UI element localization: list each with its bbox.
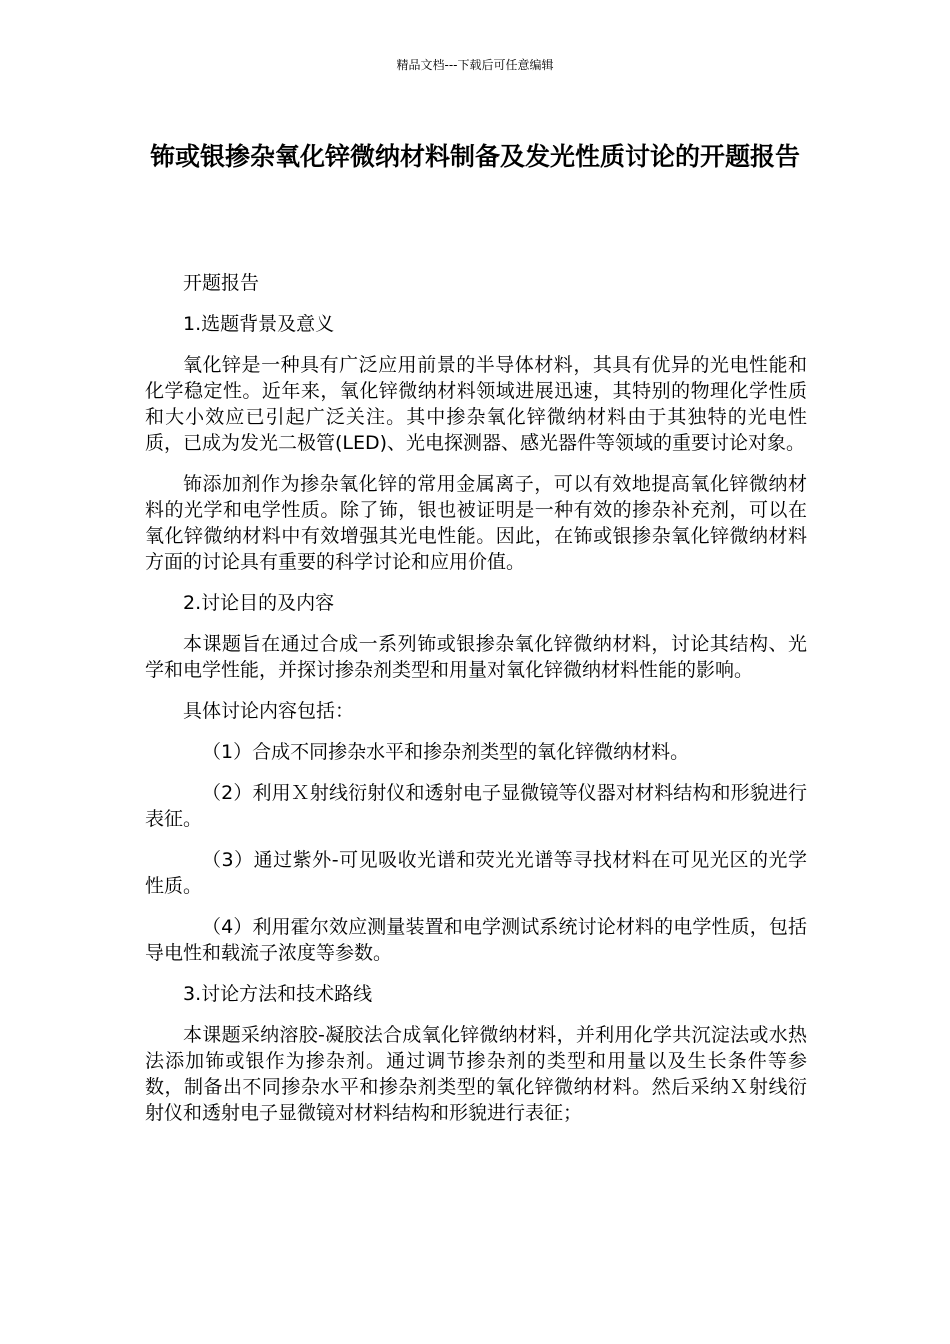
paragraph-purpose: 本课题旨在通过合成一系列钸或银掺杂氧化锌微纳材料，讨论其结构、光学和电学性能，并探讨掺杂剂类型和用量对氧化锌微纳材料性能的影响。 [145, 633, 807, 681]
section-heading-opening: 开题报告 [183, 272, 260, 294]
paragraph-background-1: 氧化锌是一种具有广泛应用前景的半导体材料，其具有优异的光电性能和化学稳定性。近年来，氧化锌微纳材料领域进展迅速，其特别的物理化学性质和大小效应已引起广泛关注。其中掺杂氧化锌微纳材料由于其独特的光电性质，已成为发光二极管(LED)、光电探测器、感光器件等领域的重要讨论对象。 [145, 354, 807, 454]
section-heading-purpose: 2.讨论目的及内容 [183, 592, 335, 614]
content-list-item-2: （2）利用Ｘ射线衍射仪和透射电子显微镜等仪器对材料结构和形貌进行表征。 [145, 782, 807, 830]
paragraph-background-2: 钸添加剂作为掺杂氧化锌的常用金属离子，可以有效地提高氧化锌微纳材料的光学和电学性质。除了钸，银也被证明是一种有效的掺杂补充剂，可以在氧化锌微纳材料中有效增强其光电性能。因此，在钸或银掺杂氧化锌微纳材料方面的讨论具有重要的科学讨论和应用价值。 [145, 473, 807, 573]
header-note: 精品文档---下载后可任意编辑 [396, 58, 554, 72]
paragraph-methods: 本课题采纳溶胶-凝胶法合成氧化锌微纳材料，并利用化学共沉淀法或水热法添加钸或银作为掺杂剂。通过调节掺杂剂的类型和用量以及生长条件等参数，制备出不同掺杂水平和掺杂剂类型的氧化锌微纳材料。然后采纳Ｘ射线衍射仪和透射电子显微镜对材料结构和形貌进行表征； [145, 1024, 807, 1124]
content-list-item-1: （1）合成不同掺杂水平和掺杂剂类型的氧化锌微纳材料。 [202, 741, 690, 763]
document-title: 钸或银掺杂氧化锌微纳材料制备及发光性质讨论的开题报告 [149, 142, 800, 171]
document-body [145, 270, 807, 1141]
content-list-item-3: （3）通过紫外-可见吸收光谱和荧光光谱等寻找材料在可见光区的光学性质。 [145, 849, 807, 897]
section-heading-methods: 3.讨论方法和技术路线 [183, 983, 373, 1005]
content-list-intro: 具体讨论内容包括： [183, 700, 355, 722]
content-list-item-4: （4）利用霍尔效应测量装置和电学测试系统讨论材料的电学性质，包括导电性和载流子浓度等参数。 [145, 916, 807, 964]
section-heading-background: 1.选题背景及意义 [183, 313, 335, 335]
